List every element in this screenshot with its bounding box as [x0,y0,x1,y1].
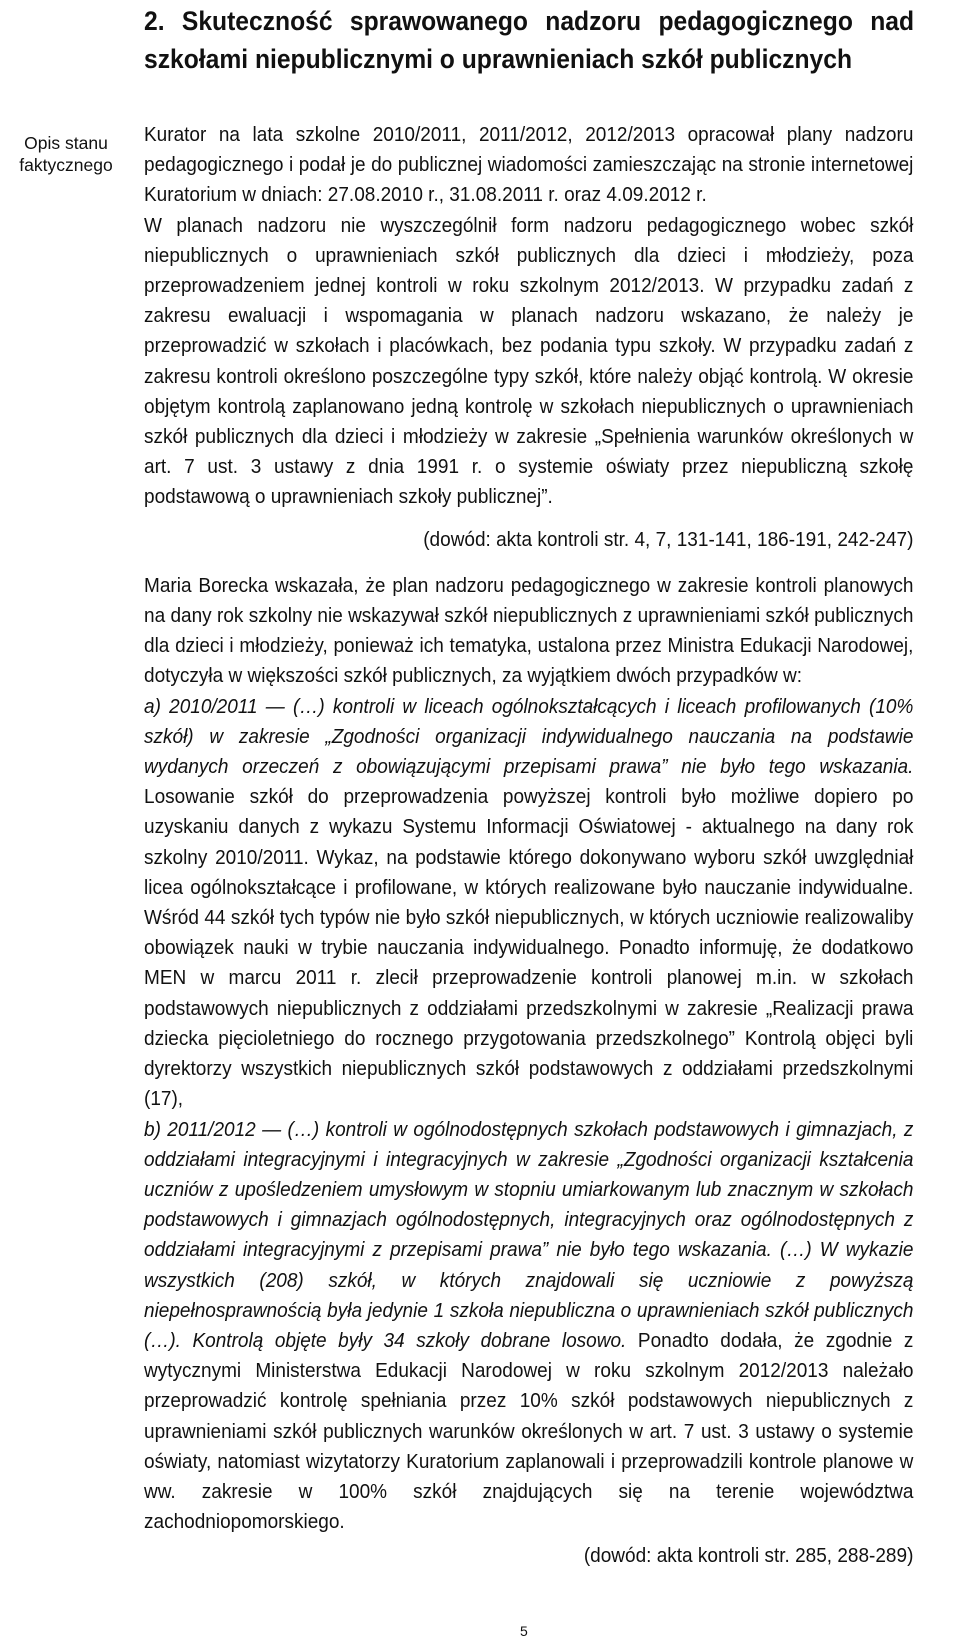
paragraph-plans-forms: W planach nadzoru nie wyszczególnił form nadzoru pedagogicznego wobec szkół niepublicznych o uprawnieniach szkół publicznych dla dzieci i młodzieży, poza przeprowadzeniem jednej kontroli w roku szkolnym 2012/2013. W przypadku zadań z zakresu ewaluacji i wspomagania w planach nadzoru wskazano, że należy je przeprowadzić w szkołach i placówkach, bez podania typu szkoły. W przypadku zadań z zakresu kontroli określono poszczególne typy szkół, które należy objąć kontrolą. W okresie objętym kontrolą zaplanowano jedną kontrolę w szkołach niepublicznych o uprawnieniach szkół publicznych dla dzieci i młodzieży w zakresie „Spełnienia warunków określonych w art. 7 ust. 3 ustawy z dnia 1991 r. o systemie oświaty przez niepubliczną szkołę podstawową o uprawnieniach szkoły publicznej”. [144,213,914,509]
item-a-text: Losowanie szkół do przeprowadzenia powyższej kontroli było możliwe dopiero po uzyskaniu danych z wykazu Systemu Informacji Oświatowej - aktualnego na dany rok szkolny 2010/2011. Wykaz, na podstawie którego dokonywano wyboru szkół uwzględniał licea ogólnokształcące i profilowane, w których realizowane było nauczanie indywidualne. Wśród 44 szkół tych typów nie było szkół niepublicznych, w których uczniowie realizowaliby obowiązek nauki w trybie nauczania indywidualnego. Ponadto informuję, że dodatkowo MEN w marcu 2011 r. zlecił przeprowadzenie kontroli planowej m.in. w szkołach podstawowych niepublicznych z oddziałami przedszkolnymi w zakresie „Realizacji prawa dziecka pięcioletniego do rocznego przygotowania przedszkolnego” Kontrolą objęci byli dyrektorzy wszystkich niepublicznych szkół podstawowych z oddziałami przedszkolnymi (17), [144,785,914,1111]
paragraph-plans-published: Kurator na lata szkolne 2010/2011, 2011/2012, 2012/2013 opracował plany nadzoru pedagogicznego i podał je do publicznej wiadomości zamieszczając na stronie internetowej Kuratorium w dniach: 27.08.2010 r., 31.08.2011 r. oraz 4.09.2012 r. [144,123,914,207]
evidence-reference-1: (dowód: akta kontroli str. 4, 7, 131-141, 186-191, 242-247) [423,527,914,551]
side-label-stan-faktyczny: Opis stanu faktycznego [19,133,113,175]
item-a-quote: a) 2010/2011 — (…) kontroli w liceach ogólnokształcących i liceach profilowanych (10% szkół) w zakresie „Zgodności organizacji indywidualnego nauczania na podstawie wydanych orzeczeń z obowiązującymi przepisami prawa” nie było tego wskazania. [144,694,914,779]
paragraph-borecka: Maria Borecka wskazała, że plan nadzoru pedagogicznego w zakresie kontroli planowych na dany rok szkolny nie wskazywał szkół niepublicznych z uprawnieniami szkół publicznych dla dzieci i młodzieży, ponieważ ich tematyka, ustalona przez Ministra Edukacji Narodowej, dotyczyła w większości szkół publicznych, za wyjątkiem dwóch przypadków w: [144,573,914,688]
document-body [144,120,913,1572]
item-b-quote: b) 2011/2012 — (…) kontroli w ogólnodostępnych szkołach podstawowych i gimnazjach, z oddziałami integracyjnymi i integracyjnych w zakresie „Zgodności organizacji kształcenia uczniów z upośledzeniem umysłowym w stopniu umiarkowanym lub znacznym w szkołach podstawowych i gimnazjach ogólnodostępnych, integracyjnych oraz ogólnodostępnych z oddziałami integracyjnymi z przepisami prawa” nie było tego wskazania. (…) W wykazie wszystkich (208) szkół, w których znajdowali się uczniowie z powyższą niepełnosprawnością była jedynie 1 szkoła niepubliczna o uprawnieniach szkół publicznych (…). Kontrolą objęte były 34 szkoły dobrane losowo. [144,1117,914,1352]
section-heading: 2. Skuteczność sprawowanego nadzoru pedagogicznego nad szkołami niepublicznymi o uprawnieniach szkół publicznych [144,6,915,74]
item-b-text: Ponadto dodała, że zgodnie z wytycznymi Ministerstwa Edukacji Narodowej w roku szkolnym 2012/2013 należało przeprowadzić kontrolę spełniania przez 10% szkół podstawowych niepublicznych z uprawnieniami szkół publicznych warunków określonych w art. 7 ust. 3 ustawy o systemie oświaty, natomiast wizytatorzy Kuratorium zaplanowali i przeprowadzili kontrole planowe w ww. zakresie w 100% szkół znajdujących się na terenie województwa zachodniopomorskiego. [144,1328,914,1534]
evidence-reference-2: (dowód: akta kontroli str. 285, 288-289) [583,1544,914,1568]
item-b [144,1115,913,1538]
item-a [144,692,913,1115]
page-number: 5 [520,1623,528,1639]
